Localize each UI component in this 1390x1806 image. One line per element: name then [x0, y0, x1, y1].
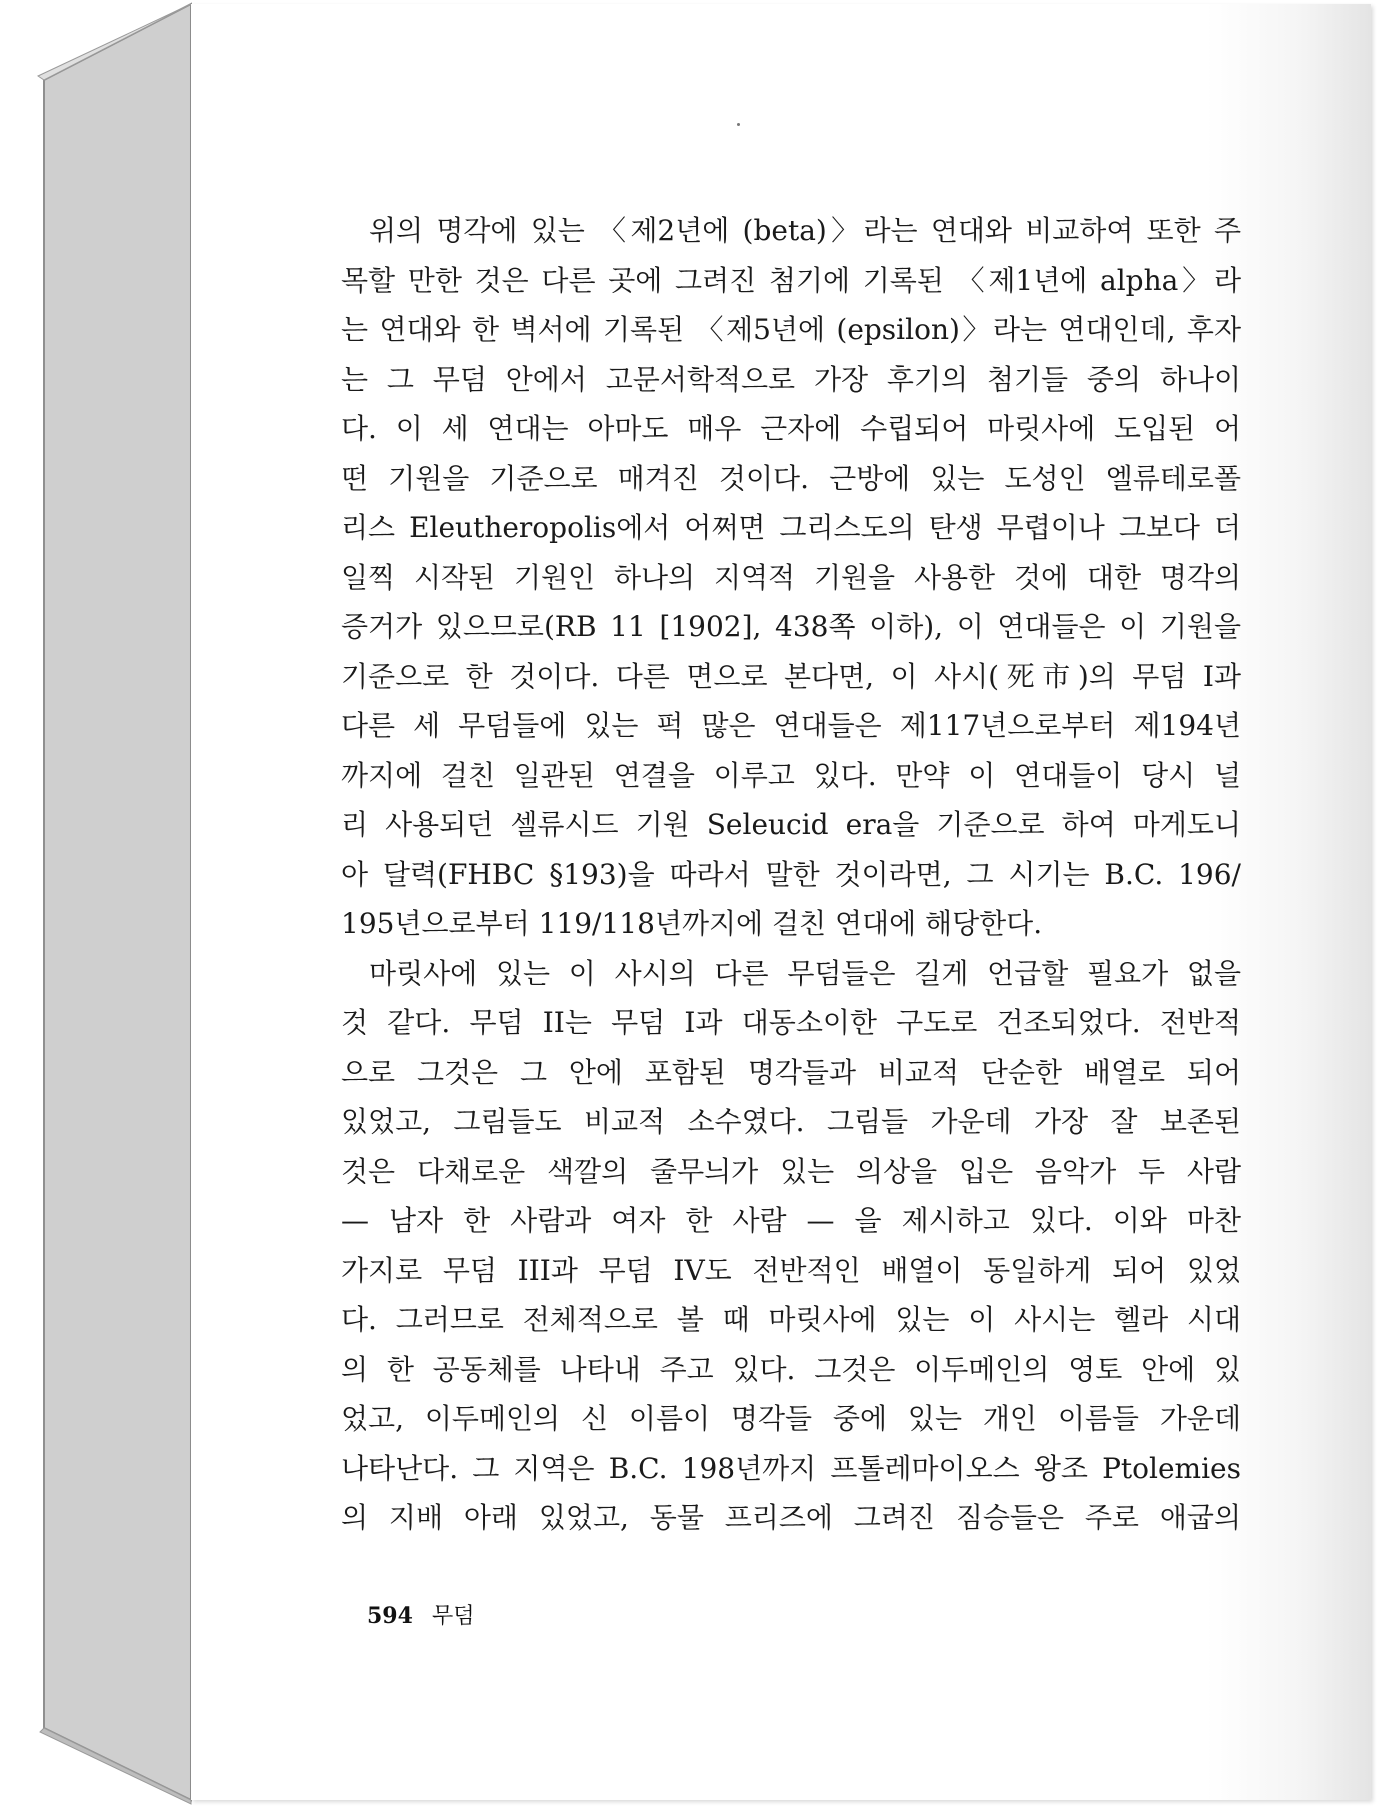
text-line: 었고, 이두메인의 신 이름이 명각들 중에 있는 개인 이름들 가운데 [341, 1402, 1241, 1435]
text-line: 다른 세 무덤들에 있는 퍽 많은 연대들은 제117년으로부터 제194년 [341, 709, 1241, 742]
body-text [341, 206, 1390, 1543]
text-line: 목할 만한 것은 다른 곳에 그려진 첨기에 기록된 〈제1년에 alpha〉라 [341, 263, 1241, 297]
text-line: 의 지배 아래 있었고, 동물 프리즈에 그려진 짐승들은 주로 애굽의 [341, 1501, 1241, 1534]
text-line: 기준으로 한 것이다. 다른 면으로 본다면, 이 사시(死市)의 무덤 I과 [341, 659, 1241, 693]
text-line: 아 달력(FHBC §193)을 따라서 말한 것이라면, 그 시기는 B.C. 196/ [341, 857, 1241, 891]
page-footer [367, 1599, 474, 1630]
text-line: 까지에 걸친 일관된 연결을 이루고 있다. 만약 이 연대들이 당시 널 [341, 758, 1241, 792]
page-speck [737, 123, 740, 126]
text-line: — 남자 한 사람과 여자 한 사람 — 을 제시하고 있다. 이와 마찬 [341, 1204, 1241, 1237]
text-line: 195년으로부터 119/118년까지에 걸친 연대에 해당한다. [341, 907, 1043, 940]
running-section-title: 무덤 [431, 1604, 475, 1629]
text-line: 일찍 시작된 기원인 하나의 지역적 기원을 사용한 것에 대한 명각의 [341, 560, 1241, 594]
text-line: 것은 다채로운 색깔의 줄무늬가 있는 의상을 입은 음악가 두 사람 [341, 1154, 1241, 1188]
text-line: 있었고, 그림들도 비교적 소수였다. 그림들 가운데 가장 잘 보존된 [341, 1105, 1241, 1138]
text-line: 마릿사에 있는 이 사시의 다른 무덤들은 길게 언급할 필요가 없을 [369, 956, 1241, 990]
text-line: 는 연대와 한 벽서에 기록된 〈제5년에 (epsilon)〉라는 연대인데, 후자 [341, 313, 1241, 346]
text-line: 으로 그것은 그 안에 포함된 명각들과 비교적 단순한 배열로 되어 [341, 1055, 1241, 1089]
page-number: 594 [367, 1603, 413, 1629]
text-line: 는 그 무덤 안에서 고문서학적으로 가장 후기의 첨기들 중의 하나이 [341, 362, 1241, 396]
text-line: 위의 명각에 있는 〈제2년에 (beta)〉라는 연대와 비교하여 또한 주 [369, 214, 1241, 247]
book-page [191, 4, 1371, 1800]
text-line: 증거가 있으므로(RB 11 [1902], 438쪽 이하), 이 연대들은 이 기원을 [341, 610, 1241, 643]
text-line: 다. 그러므로 전체적으로 볼 때 마릿사에 있는 이 사시는 헬라 시대 [341, 1303, 1241, 1336]
text-line: 의 한 공동체를 나타내 주고 있다. 그것은 이두메인의 영토 안에 있 [341, 1352, 1241, 1386]
text-line: 떤 기원을 기준으로 매겨진 것이다. 근방에 있는 도성인 엘류테로폴 [341, 461, 1241, 495]
text-line: 리 사용되던 셀류시드 기원 Seleucid era을 기준으로 하여 마게도니 [341, 808, 1241, 841]
text-line: 나타난다. 그 지역은 B.C. 198년까지 프톨레마이오스 왕조 Ptolemies [341, 1451, 1241, 1485]
text-line: 다. 이 세 연대는 아마도 매우 근자에 수립되어 마릿사에 도입된 어 [341, 412, 1241, 445]
text-line: 가지로 무덤 III과 무덤 IV도 전반적인 배열이 동일하게 되어 있었 [341, 1253, 1241, 1287]
text-line: 것 같다. 무덤 II는 무덤 I과 대동소이한 구도로 건조되었다. 전반적 [341, 1006, 1241, 1039]
text-line: 리스 Eleutheropolis에서 어쩌면 그리스도의 탄생 무렵이나 그보다 더 [341, 511, 1241, 544]
